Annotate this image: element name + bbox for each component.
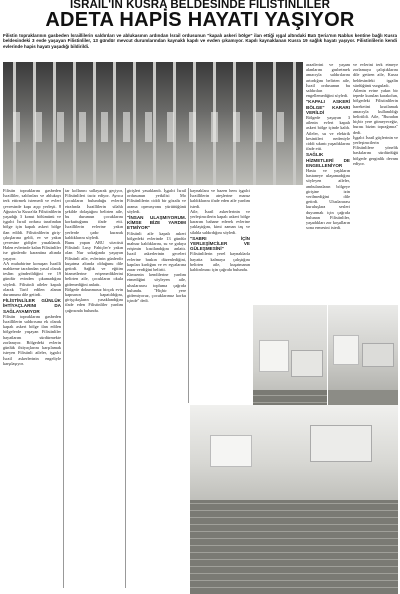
column-5 xyxy=(306,62,350,302)
column-1 xyxy=(3,188,61,592)
stone-wall-settlement-photo xyxy=(190,405,398,594)
column-6-p3: İşgalci İsrail güçlerinin ve yerleşimcilerin Filistinlilere yönelik baskılarını sürdürdüğü bölgede gerginlik devam ediyor. xyxy=(353,134,398,166)
column-1-p2: AA muhabirine konuşan İsrailli mahkeme tarafından yasal olarak teslim gönderildiğini ve 19 gündür evinden çıkamadığını söyledi. Filistinli aileler kapalı olarak Tarif edilen alanın durumunu dile getirdi. xyxy=(3,260,61,298)
column-2-p3: Bölgede dokunmasız birçok evin kapısının kapatıldığını, girişçıkışların yasaklandığını ifade eden Filistinliler yardım çağrısında bulundu. xyxy=(65,286,123,313)
column-6-p1: ve evlerini terk etmeye zorlamaya çalıştıklarını dile getiren aile, Kusra beldesindeki işgalin sürdüğünü vurguladı. xyxy=(353,62,398,88)
column-5-p1: arazilerini ve yaşam alanlarını gasbetmek amacıyla saldırılarını artırdığını belirten aile, İsrail ordusunun bu saldırıları engellemediğini söyledi. xyxy=(306,62,350,99)
column-4-subhead: "SABRI İÇİN YERLEŞİMCİLER VE GÜLEŞMESİNİ" xyxy=(190,235,250,252)
column-4-p3: Filistinlilerin yerel kaynaklarla hayatta kalmaya çalıştığını belirten aile, kuşatmanın kaldırılması için çağrıda bulundu. xyxy=(190,251,250,273)
headline: ADETA HAPİS HAYATI YAŞIYOR xyxy=(45,9,355,31)
column-1-p1: Filistin topraklarını gasbeden İsrailliler, saldırıları ve ablukayı terk ettirmek istemedi ve evleri çevresinde kapı açıp yerleşti. 8 Ağustos'ta Kusra'da Filistinlilerin yaşadığı 3 konut bölümünü ve işgalci İsrail ordusu tarafından bölge için kapalı askeri bölge ilan edildi. Filistinlilerin giriş-çıkışlarına geldi, ev ve yakın çevresine gidişler yasaklandı. Halen evlerinde kalan Filistinliler ise günlerdir karantina altında yaşıyor. xyxy=(3,188,61,261)
column-divider xyxy=(125,188,126,588)
column-6-p2: Ailenin evine yakın bir tepede kurulan karakolun, bölgedeki Filistinlilerin hareketini kısıtlamak amacıyla kullanıldığı belirtildi. Aile, "Buradan hiçbir yere gitmeyeceğiz, burası bizim toprağımız" dedi. xyxy=(353,88,398,135)
column-divider xyxy=(63,188,64,588)
column-3-subhead: "İNSAN ULAŞMIYORUM. KİMSE BİZE YARDIM ETMİYOR" xyxy=(127,215,186,231)
column-2 xyxy=(65,188,123,592)
column-6 xyxy=(353,62,398,302)
column-1-p3: Filistin topraklarını gasbeden İsraillilerin saldırısına ek olarak kapalı askeri bölge ilan edilen bölgelerde yaşayan Filistinliler hayatlarını sürdürmekte zorlanıyor. Bölgedeki evlerin günlük ihtiyaçlarını karşılamak isteyen Filistinli aileler, işgalci İsrail askerlerinin engeliyle karşılaşıyor. xyxy=(3,313,61,366)
column-4-p2: Aile, İsrail askerlerinin ve yerleşimcilerin kapalı askeri bölge kararını bahane ederek evlerine yaklaştığını, kimi zaman taş ve silahla saldırdığını söyledi. xyxy=(190,208,250,235)
column-4-p1: kaynaklara ve bazen hem işgalci İsraillilerin ateşlerine maruz kaldıklarını ifade eden aile yardım istedi. xyxy=(190,188,250,209)
column-5-p2: Bölgede yaşayan 3 ailenin evleri kapalı askeri bölge içinde kaldı. Aileler, su ve elektrik kesintileri nedeniyle ciddi sıkıntı yaşadıklarını ifade etti. xyxy=(306,115,350,152)
column-3-p1: girişleri yasaklandı. İşgalci İsrail ordusunun yetkilisi Mo Filistinlilerin ciddi bir gözaltı ve arama operasyonu yürüttüğünü söyledi. xyxy=(127,188,186,214)
main-photo xyxy=(3,62,303,185)
column-1-subhead: FİLİSTİNLİLER GÜNLÜK İHTİYAÇLARINI DA SAĞLAYAMIYOR xyxy=(3,298,61,314)
column-3-p2: Filistinli aile kapalı askeri bölgedeki evlerinde 13 gündür mahsur kaldıklarını, su ve gıdaya erişimin kısıtlandığını anlattı. İsrail askerlerinin geceleri evlerine baskın düzenlediğini, kapıları kırdığını ve ev eşyalarına zarar verdiğini belirtti. xyxy=(127,230,186,273)
lead-paragraph: Filistin topraklarının gasbeden İsraillilerin saldırıları ve ablukasının ardından İsrail ordusunun "kapalı askeri bölge" ilan ettiği ışgal altındaki Batı Şeria'nın Nablus kentine bağlı Kusra beldesindeki 3 evde yaşayan Filistinliler, 13 gündür mevcut durumlarından kaynaklı kapılı ve evden çıkamıyor. Kapılı kaynaklanan Kusra 19 sağlık hayatı yaşıyor. Filistinlilerin kendi evlerinde hapis hayatı yaşadığı bildirildi. xyxy=(3,33,397,49)
column-2-p1: tar kollarını sallayarak geçiyor, Filistinlileri taciz ediyor. Ayrıca çocukların bulunduğu evlerin etrafında İsraillilerin silahlı şekilde dolaştığını belirten aile, bu durumun çocuklarını korkuttuğunu ifade etti. İsraillilerin evlerine yakın yerlerde çadır kurarak kaldıklarını söyledi. xyxy=(65,188,123,240)
column-4 xyxy=(190,188,250,403)
column-5-p3: Hasta ve yaşlıların hastaneye ulaşamadığını söyleyen aileler, ambulansların bölgeye girişine izin verilmediğini dile getirdi. Uluslararası kuruluşlara sesleri duyurmak için çağrıda bulunan Filistinliler, yaşadıkları zor koşulların sona ermesini istedi. xyxy=(306,168,350,231)
column-2-p2: Bunu yapan ARU sözcüsü Filistinli Lusy Fahiçler'e yakın olan Nur sokağında yaşayan Filistinli aile, evlerinin günlerdir kuşatma altında olduğunu dile getirdi. Sağlık ve eğitim hizmetlerine erişemediklerini belirten aile, çocukların okula gidemediğini anlattı. xyxy=(65,240,123,287)
column-5-subhead-1: "KAPALI ASKERİ BÖLGE" KARARI VERİLDİ xyxy=(306,99,350,115)
column-divider xyxy=(188,188,189,403)
column-5-subhead-2: SAĞLIK HİZMETLERİ DE ENGELLENİYOR xyxy=(306,152,350,168)
kicker: İSRAİL'İN KUSRA BELDESİNDE FİLİSTİNLİLER xyxy=(70,0,330,10)
column-3-p3: Kimsenin kendilerine yardım etmediğini söyleyen aile, uluslararası topluma çağrıda bulundu. "Hiçbir yere gidemiyoruz, çocuklarımız korku içinde" dedi. xyxy=(127,272,186,304)
column-3 xyxy=(127,188,186,592)
